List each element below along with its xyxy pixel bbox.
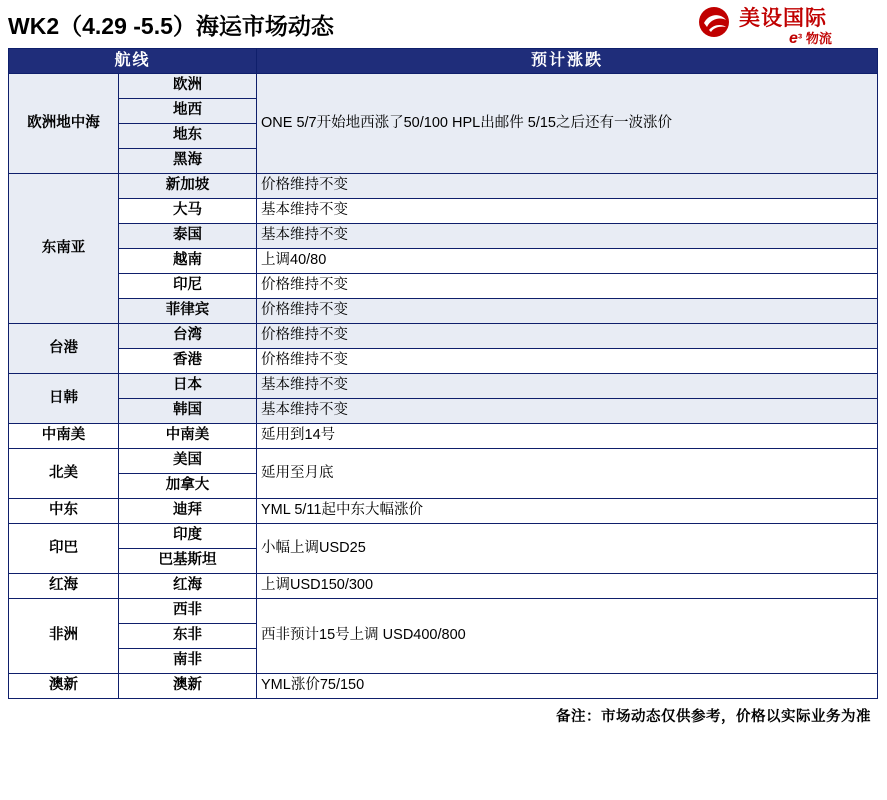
route-sub: 印度 (119, 524, 257, 549)
logo-subtext (789, 28, 832, 48)
table-row (9, 499, 878, 524)
logo-mark-icon (697, 6, 733, 38)
forecast-note: YML 5/11起中东大幅涨价 (257, 499, 878, 524)
forecast-note: 基本维持不变 (257, 374, 878, 399)
company-logo (697, 2, 877, 48)
route-sub: 东非 (119, 624, 257, 649)
route-sub: 加拿大 (119, 474, 257, 499)
route-sub: 西非 (119, 599, 257, 624)
forecast-note: 基本维持不变 (257, 199, 878, 224)
forecast-note: 延用到14号 (257, 424, 878, 449)
forecast-note: 西非预计15号上调 USD400/800 (257, 599, 878, 674)
forecast-note: YML涨价75/150 (257, 674, 878, 699)
route-group: 北美 (9, 449, 119, 499)
table-row (9, 324, 878, 349)
forecast-note: 价格维持不变 (257, 174, 878, 199)
route-group: 欧洲地中海 (9, 74, 119, 174)
table-row (9, 74, 878, 99)
table-row (9, 274, 878, 299)
route-sub: 美国 (119, 449, 257, 474)
forecast-note: 价格维持不变 (257, 349, 878, 374)
table-row (9, 449, 878, 474)
forecast-note: 小幅上调USD25 (257, 524, 878, 574)
route-sub: 台湾 (119, 324, 257, 349)
route-sub: 南非 (119, 649, 257, 674)
table-row (9, 299, 878, 324)
route-sub: 菲律宾 (119, 299, 257, 324)
table-row (9, 249, 878, 274)
table-row (9, 374, 878, 399)
route-sub: 大马 (119, 199, 257, 224)
route-sub: 韩国 (119, 399, 257, 424)
forecast-note: ONE 5/7开始地西涨了50/100 HPL出邮件 5/15之后还有一波涨价 (257, 74, 878, 174)
forecast-note: 延用至月底 (257, 449, 878, 499)
route-group: 中南美 (9, 424, 119, 449)
table-row (9, 574, 878, 599)
document-header (0, 0, 887, 48)
route-group: 红海 (9, 574, 119, 599)
route-sub: 红海 (119, 574, 257, 599)
route-group: 非洲 (9, 599, 119, 674)
table-row (9, 224, 878, 249)
route-sub: 黑海 (119, 149, 257, 174)
route-sub: 巴基斯坦 (119, 549, 257, 574)
forecast-note: 价格维持不变 (257, 324, 878, 349)
forecast-note: 上调40/80 (257, 249, 878, 274)
table-header-row (9, 49, 878, 74)
footer-note: 备注：市场动态仅供参考，价格以实际业务为准 (556, 709, 871, 725)
route-sub: 地东 (119, 124, 257, 149)
route-group: 中东 (9, 499, 119, 524)
route-group: 东南亚 (9, 174, 119, 324)
table-row (9, 599, 878, 624)
route-sub: 日本 (119, 374, 257, 399)
page-title: WK2（4.29 -5.5）海运市场动态 (8, 13, 334, 39)
column-header-route: 航线 (9, 49, 257, 74)
forecast-note: 基本维持不变 (257, 399, 878, 424)
route-sub: 澳新 (119, 674, 257, 699)
route-group: 台港 (9, 324, 119, 374)
market-table (8, 48, 878, 699)
route-sub: 地西 (119, 99, 257, 124)
table-row (9, 174, 878, 199)
logo-sub-rest: ³ 物流 (797, 31, 832, 46)
route-sub: 香港 (119, 349, 257, 374)
table-row (9, 199, 878, 224)
table-row (9, 349, 878, 374)
table-row (9, 424, 878, 449)
route-sub: 印尼 (119, 274, 257, 299)
logo-sub-e: e (789, 30, 798, 47)
route-sub: 越南 (119, 249, 257, 274)
forecast-note: 价格维持不变 (257, 274, 878, 299)
route-group: 澳新 (9, 674, 119, 699)
logo-text: 美设国际 (739, 7, 827, 30)
forecast-note: 基本维持不变 (257, 224, 878, 249)
route-sub: 新加坡 (119, 174, 257, 199)
route-group: 日韩 (9, 374, 119, 424)
route-sub: 中南美 (119, 424, 257, 449)
forecast-note: 上调USD150/300 (257, 574, 878, 599)
route-sub: 泰国 (119, 224, 257, 249)
column-header-forecast: 预计涨跌 (257, 49, 878, 74)
route-sub: 迪拜 (119, 499, 257, 524)
table-row (9, 524, 878, 549)
route-group: 印巴 (9, 524, 119, 574)
table-row (9, 399, 878, 424)
forecast-note: 价格维持不变 (257, 299, 878, 324)
table-row (9, 674, 878, 699)
route-sub: 欧洲 (119, 74, 257, 99)
